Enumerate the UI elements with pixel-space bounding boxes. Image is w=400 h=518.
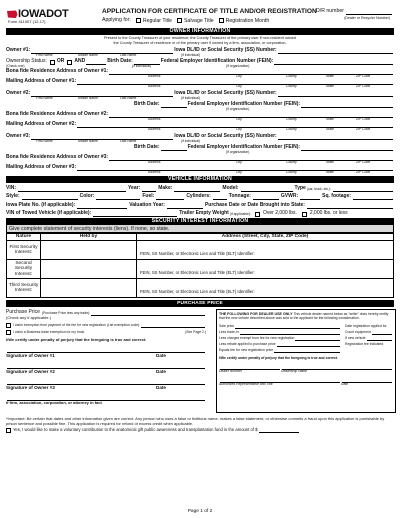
purchase-price-bar: PURCHASE PRICE — [6, 300, 394, 307]
purchase-left — [6, 309, 206, 406]
signature-1-date-label: Date — [156, 353, 166, 358]
owner-1-ssn-label: Iowa DL/ID or Social Security (SS) Number: — [174, 47, 277, 54]
county-hint: County — [286, 117, 297, 122]
if-individual-hint: (if individual) — [181, 53, 201, 58]
owner-3-block — [6, 132, 394, 175]
owner-3-residence-label: Bona fide Residence Address of Owner #3: — [6, 154, 109, 161]
model-field[interactable] — [241, 186, 293, 192]
under-2000-label: 2,000 lbs. or less — [309, 210, 348, 217]
owner-3-ssn-label: Iowa DL/ID or Social Security (SS) Number: — [174, 133, 277, 140]
important-notice: *Important: Be certain that dates and other information given are correct. Any person who uses a false or fictitious name, makes a false statement, or otherwise commits a fraud upon this application is punishable by prison sentence and possible fine. This application is required for refund of excess credit when applicable. — [6, 416, 385, 427]
if-individual-hint: (if individual) — [181, 96, 201, 101]
form-title: APPLICATION FOR CERTIFICATE OF TITLE AND/OR REGISTRATION — [102, 8, 317, 15]
owner-1-label: Owner #1: — [6, 47, 31, 54]
if-organization-hint: (if organization) — [226, 150, 250, 155]
middle-name-hint: Middle Name — [78, 53, 98, 58]
address-hint: Address — [148, 74, 161, 79]
trailer-weight-hint: (if applicable): — [229, 212, 251, 217]
owner-2-fein-label: Federal Employer Identification Number (FEIN): — [187, 101, 301, 108]
type-hint: (car, truck, etc.): — [306, 186, 332, 191]
purchase-date-field[interactable] — [307, 203, 393, 209]
dealer-sale-label: Sale price — [219, 324, 235, 328]
fuel-field[interactable] — [156, 194, 184, 200]
signature-2-date-label: Date — [156, 369, 166, 374]
table-row — [7, 260, 394, 279]
certify-statement: I/We certify under penalty of perjury that the foregoing is true and correct. — [6, 336, 147, 342]
zip-hint: ZIP Code — [356, 160, 371, 165]
type-label: Type — [294, 184, 306, 191]
purchase-price-section — [6, 307, 394, 415]
regular-title-label: Regular Title — [142, 17, 172, 24]
vin-field[interactable] — [18, 186, 126, 192]
purchase-date-label: Purchase Date or Date Brought into State: — [204, 201, 305, 208]
city-hint: City — [236, 170, 242, 175]
owner-2-birth-date-label: Birth Date: — [134, 101, 160, 108]
col-nature-header: Nature — [7, 234, 41, 241]
city-hint: City — [236, 160, 242, 165]
trailer-weight-label: Trailer Empty Weight — [179, 210, 229, 217]
owner-3-mailing-hints — [6, 171, 394, 175]
valuation-year-label: Valuation Year: — [129, 201, 165, 208]
applying-for-row — [102, 18, 269, 25]
signature-3-label: Signature of Owner #3 — [6, 385, 55, 390]
dr-number-hint: (Dealer or Recycler Number) — [344, 16, 390, 20]
dealer-rebate-label: Less rebate applied to purchase price — [219, 342, 276, 346]
state-hint: State — [326, 127, 334, 132]
state-hint: State — [326, 74, 334, 79]
col-held-by-header: Held by — [41, 234, 137, 241]
salvage-title-checkbox[interactable] — [177, 18, 182, 23]
state-hint: State — [326, 170, 334, 175]
salvage-title-label: Salvage Title — [183, 17, 214, 24]
owner-1-mailing-label: Mailing Address of Owner #1: — [6, 78, 77, 85]
fuel-label: Fuel: — [142, 193, 155, 200]
if-organization-hint: (if organization) — [226, 107, 250, 112]
vin-towed-label: VIN of Towed Vehicle (if applicable): — [6, 210, 92, 217]
security-instruction: Give complete statement of security interests (liens). If none, so state. — [6, 225, 394, 233]
dealer-number-label: Dealer Number — [219, 368, 242, 373]
first-held-by-field[interactable] — [41, 241, 137, 260]
valuation-year-field[interactable] — [167, 203, 203, 209]
ownership-and-label: AND — [74, 58, 86, 65]
donation-label: Yes, I would like to make a voluntary contribution to the anatomical gift public awareness and transplantation fund in the amount of $ — [13, 427, 258, 433]
logo-text: IOWADOT — [18, 8, 69, 20]
model-label: Model: — [222, 184, 239, 191]
owner-3-fein-label: Federal Employer Identification Number (FEIN): — [187, 144, 301, 151]
dealer-certify: I/We certify under penalty of perjury that the foregoing is true and correct. — [219, 355, 339, 360]
owner-3-label: Owner #3: — [6, 133, 31, 140]
third-security-label: Third Security Interest: — [7, 279, 41, 298]
plate-label: Iowa Plate No. (if applicable): — [6, 201, 76, 208]
col-address-header: Address (Street, City, State, ZIP Code) — [137, 234, 394, 241]
dealer-charges-label: Less charges exempt from fee for new registration — [219, 336, 295, 340]
dealer-name-label: Dealership Name — [281, 368, 308, 373]
county-hint: County — [286, 127, 297, 132]
middle-name-hint: Middle Name — [78, 96, 98, 101]
over-2000-checkbox[interactable] — [255, 212, 260, 217]
owner-1-fein-label: Federal Employer Identification Number (FEIN): — [160, 58, 274, 65]
tonnage-field[interactable] — [253, 194, 279, 200]
cylinders-field[interactable] — [213, 194, 227, 200]
state-hint: State — [326, 84, 334, 89]
ownership-or-label: OR — [56, 58, 65, 65]
vehicle-row-4 — [6, 209, 394, 218]
vin-towed-field[interactable] — [93, 211, 177, 217]
dealer-equals-label: Equals fee for new registration price — [219, 348, 274, 352]
sq-footage-field[interactable] — [353, 194, 393, 200]
under-2000-checkbox[interactable] — [302, 212, 307, 217]
zip-hint: ZIP Code — [356, 84, 371, 89]
registration-month-label: Registration Month — [225, 17, 270, 24]
check-one-hint: (Check one) — [6, 64, 25, 69]
vehicle-row-1 — [6, 183, 394, 192]
page-number: Page 1 of 2 — [187, 509, 213, 515]
address-hint: Address — [148, 127, 161, 132]
date-reg-label: Date registration applied for — [345, 324, 387, 328]
city-hint: City — [236, 127, 242, 132]
purchase-price-field[interactable] — [91, 310, 205, 316]
count-equip-label: Count equipment — [345, 330, 371, 334]
last-name-hint: Last Name — [120, 96, 137, 101]
vehicle-row-2 — [6, 192, 394, 201]
third-address-field[interactable]: FEIN, SS Number, or Electronic Lien and Title (ELT) Identifier: — [137, 279, 394, 298]
color-field[interactable] — [96, 194, 140, 200]
state-hint: State — [326, 117, 334, 122]
make-field[interactable] — [174, 186, 220, 192]
last-name-hint: Last Name — [120, 53, 137, 58]
first-name-hint: First Name — [36, 53, 53, 58]
tonnage-label: Tonnage: — [228, 193, 251, 200]
form-header — [6, 6, 394, 28]
ownership-status-label: Ownership Status: — [6, 58, 47, 65]
zip-hint: ZIP Code — [356, 117, 371, 122]
owner-2-ssn-label: Iowa DL/ID or Social Security (SS) Number: — [174, 90, 277, 97]
gvwr-label: GVWR: — [280, 193, 299, 200]
firm-note: If firm, association, corporation, or attorney in fact — [6, 400, 102, 406]
purchase-price-hint: (Purchase Price less any trade): — [41, 311, 91, 316]
dr-number-field[interactable] — [346, 9, 392, 15]
city-hint: City — [236, 84, 242, 89]
address-hint: Address — [148, 170, 161, 175]
owner-1-birth-date-label: Birth Date: — [107, 58, 133, 65]
sq-footage-label: Sq. footage: — [322, 193, 352, 200]
table-row — [7, 241, 394, 260]
owner-1-block — [6, 46, 394, 89]
third-held-by-field[interactable] — [41, 279, 137, 298]
vehicle-row-3 — [6, 200, 394, 209]
zip-hint: ZIP Code — [356, 170, 371, 175]
dr-number-label: D/R number — [316, 8, 344, 15]
applying-for-label: Applying for: — [102, 17, 131, 24]
registration-month-checkbox[interactable] — [219, 18, 224, 23]
dealer-heading: THE FOLLOWING FOR DEALER USE ONLY — [219, 312, 293, 317]
regular-title-checkbox[interactable] — [136, 18, 141, 23]
year-field[interactable] — [142, 186, 156, 192]
make-label: Make: — [158, 184, 173, 191]
county-hint: County — [286, 160, 297, 165]
owner-2-label: Owner #2: — [6, 90, 31, 97]
signature-3-date-label: Date — [156, 385, 166, 390]
signature-4-field[interactable] — [7, 395, 205, 401]
first-security-label: First Security Interest: — [7, 241, 41, 260]
owner-2-mailing-label: Mailing Address of Owner #2: — [6, 121, 77, 128]
owner-1-residence-label: Bona fide Residence Address of Owner #1: — [6, 68, 109, 75]
owner-info-note — [6, 36, 394, 45]
first-name-hint: First Name — [36, 96, 53, 101]
vin-label: VIN: — [6, 184, 16, 191]
owner-info-bar: OWNER INFORMATION — [6, 28, 394, 35]
dealer-use-box — [216, 309, 396, 413]
security-interest-bar: SECURITY INTEREST INFORMATION — [6, 218, 394, 225]
owner-2-block — [6, 89, 394, 132]
donation-checkbox[interactable] — [6, 428, 11, 433]
donation-amount-field[interactable] — [259, 428, 299, 433]
second-held-by-field[interactable] — [41, 260, 137, 279]
over-2000-label: Over 2,000 lbs. — [262, 210, 297, 217]
address-hint: Address — [148, 84, 161, 89]
check-if-applicable: (Check any if applicable.) — [6, 315, 51, 321]
last-name-hint: Last Name — [120, 139, 137, 144]
city-hint: City — [236, 117, 242, 122]
owner-note-line-1: Present to the County Treasurer of your residence; the County Treasurer of the primary user if non-resident owned — [103, 36, 297, 40]
style-field[interactable] — [22, 194, 78, 200]
owner-2-residence-label: Bona fide Residence Address of Owner #2: — [6, 111, 109, 118]
middle-name-hint: Middle Name — [78, 139, 98, 144]
if-organization-hint: (if organization) — [226, 64, 250, 69]
dr-number — [316, 9, 392, 15]
if-new-label: If new vehicle — [345, 336, 366, 340]
color-label: Color: — [79, 193, 95, 200]
first-name-hint: First Name — [36, 139, 53, 144]
second-security-label: Second Security Interest: — [7, 260, 41, 279]
city-hint: City — [236, 74, 242, 79]
signature-2-label: Signature of Owner #2 — [6, 369, 55, 374]
vehicle-info-bar: VEHICLE INFORMATION — [6, 176, 394, 183]
security-interest-table — [6, 233, 394, 298]
if-individual-hint: (if individual) — [181, 139, 201, 144]
dealer-sign-label: Authorized Representative and Title — [219, 381, 273, 386]
zip-hint: ZIP Code — [356, 74, 371, 79]
gvwr-field[interactable] — [300, 194, 320, 200]
dealer-text: This vehicle dealer named below as "seller" does hereby certify that the new vehicle described above was sold to the applicant for the following consideration. — [219, 312, 389, 320]
purchase-price-label: Purchase Price — [6, 309, 40, 316]
cylinders-label: Cylinders: — [186, 193, 211, 200]
year-label: Year: — [128, 184, 141, 191]
state-hint: State — [326, 160, 334, 165]
type-field[interactable] — [333, 186, 393, 192]
owner-3-mailing-label: Mailing Address of Owner #3: — [6, 164, 77, 171]
form-number: Form 411007 (12-17) — [8, 19, 46, 24]
reg-indicated-label: Registration fee indicated — [345, 342, 384, 346]
style-label: Style: — [6, 193, 20, 200]
owner-note-line-2: the County Treasurer of residence or of the primary user if owned by a firm, association, or corporation. — [113, 40, 287, 45]
county-hint: County — [286, 84, 297, 89]
table-row — [7, 279, 394, 298]
plate-field[interactable] — [77, 203, 127, 209]
zip-hint: ZIP Code — [356, 127, 371, 132]
dealer-equals-field[interactable] — [274, 347, 340, 353]
iowa-map-icon — [6, 9, 18, 19]
see-page-2: (See Page 2.) — [185, 329, 206, 334]
county-hint: County — [286, 170, 297, 175]
dealer-date-label: Date — [341, 381, 349, 386]
donation-row — [6, 428, 394, 433]
signature-1-label: Signature of Owner #1 — [6, 353, 55, 358]
if-individual-hint-2: (if individual) — [132, 64, 152, 69]
address-hint: Address — [148, 160, 161, 165]
owner-3-birth-date-label: Birth Date: — [134, 144, 160, 151]
dealer-trade-label: Less trade-in — [219, 330, 239, 334]
trade-exemption-checkbox[interactable] — [6, 330, 11, 335]
second-address-field[interactable]: FEIN, SS Number, or Electronic Lien and Title (ELT) Identifier: — [137, 260, 394, 279]
county-hint: County — [286, 74, 297, 79]
trade-exemption-label: I claim a Business trade exemption for my truck. — [13, 329, 86, 334]
exemption-label: I claim exemption from payment of the fee for new registration (List exemption code). — [13, 322, 141, 327]
first-address-field[interactable]: FEIN, SS Number, or Electronic Lien and Title (ELT) Identifier: — [137, 241, 394, 260]
address-hint: Address — [148, 117, 161, 122]
